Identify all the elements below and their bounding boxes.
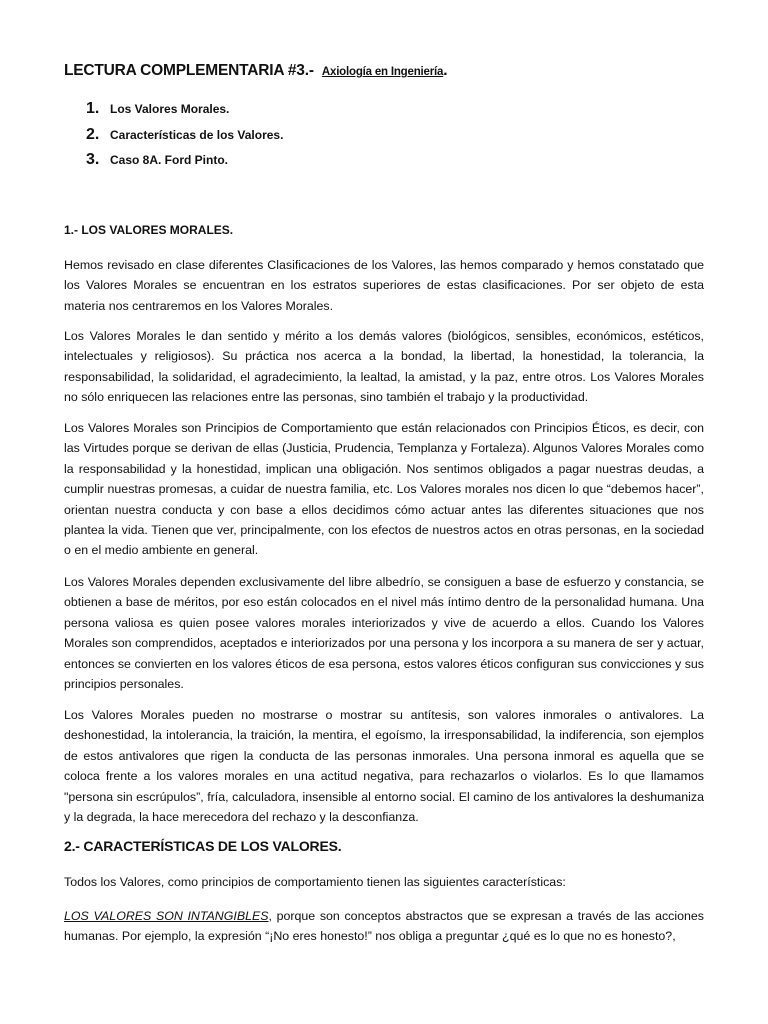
document-title	[64, 62, 447, 80]
paragraph: Los Valores Morales dependen exclusivamente del libre albedrío, se consiguen a base de esfuerzo y constancia, se obtienen a base de méritos, por eso están colocados en el nivel más íntimo dentro de la personalidad humana. Una persona valiosa es quien posee valores morales interiorizados y vive de acuerdo a ellos. Cuando los Valores Morales son comprendidos, aceptados e interiorizados por una persona y los incorpora a su manera de ser y actuar, entonces se convierten en los valores éticos de esa persona, estos valores éticos configuran sus convicciones y sus principios personales.	[64, 575, 704, 692]
paragraph: Los Valores Morales son Principios de Comportamiento que están relacionados con Principios Éticos, es decir, con las Virtudes porque se derivan de ellas (Justicia, Prudencia, Templanza y Fortaleza). Algunos Valores Morales como la responsabilidad y la honestidad, implican una obligación. Nos sentimos obligados a pagar nuestras deudas, a cumplir nuestras promesas, a cuidar de nuestra familia, etc. Los Valores morales nos dicen lo que “debemos hacer”, orientan nuestra conducta y con base a ellos decidimos cómo actuar antes las diferentes situaciones que nos plantea la vida. Tienen que ver, principalmente, con los efectos de nuestros actos en otras personas, en la sociedad o en el medio ambiente en general.	[64, 421, 704, 558]
paragraph: Los Valores Morales le dan sentido y mérito a los demás valores (biológicos, sensibles, económicos, estéticos, intelectuales y religiosos). Su práctica nos acerca a la bondad, la libertad, la honestidad, la tolerancia, la responsabilidad, la solidaridad, el agradecimiento, la lealtad, la amistad, y la paz, entre otros. Los Valores Morales no sólo enriquecen las relaciones entre las personas, sino también el trabajo y la productividad.	[64, 329, 704, 405]
title-subtitle-suffix: .	[443, 62, 448, 79]
title-text: LECTURA COMPLEMENTARIA #3.-	[64, 62, 314, 79]
section2-item	[64, 906, 704, 947]
paragraph: Los Valores Morales pueden no mostrarse o mostrar su antítesis, son valores inmorales o antivalores. La deshonestidad, la intolerancia, la traición, la mentira, el egoísmo, la irresponsabilidad, la indiferencia, son ejemplos de estos antivalores que rigen la conducta de las personas inmorales. Una persona inmoral es aquella que se coloca frente a los valores morales en una actitud negativa, para rechazarlos o violarlos. Es lo que llamamos "persona sin escrúpulos”, fría, calculadora, insensible al entorno social. El camino de los antivalores la deshumaniza y la degrada, la hace merecedora del rechazo y la desconfianza.	[64, 708, 704, 825]
toc-number: 3.	[86, 151, 100, 168]
section1-heading: 1.- LOS VALORES MORALES.	[64, 223, 234, 237]
section2-intro: Todos los Valores, como principios de comportamiento tienen las siguientes características:	[64, 875, 566, 889]
toc-item	[86, 151, 283, 177]
toc-text: Caso 8A. Ford Pinto.	[110, 153, 229, 167]
toc-number: 1.	[86, 100, 100, 117]
toc-text: Características de los Valores.	[110, 127, 284, 142]
paragraph: Hemos revisado en clase diferentes Clasificaciones de los Valores, las hemos comparado y hemos constatado que los Valores Morales se encuentran en los estratos superiores de estas clasificaciones. Por ser objeto de esta materia nos centraremos en los Valores Morales.	[64, 258, 704, 313]
title-subtitle: Axiología en Ingeniería	[321, 66, 444, 78]
toc-number: 2.	[86, 125, 100, 143]
table-of-contents	[86, 100, 283, 177]
toc-text: Los Valores Morales.	[110, 102, 230, 116]
toc-item	[86, 100, 283, 126]
section2-item-lead: LOS VALORES SON INTANGIBLES	[64, 909, 269, 923]
section2-item-text: , porque son conceptos abstractos que se expresan a través de las acciones humanas. Por ejemplo, la expresión “¡No eres honesto!” nos obliga a preguntar ¿qué es lo que no es honesto?,	[64, 909, 704, 944]
section2-heading: 2.- CARACTERÍSTICAS DE LOS VALORES.	[64, 838, 342, 854]
toc-item	[86, 126, 283, 152]
